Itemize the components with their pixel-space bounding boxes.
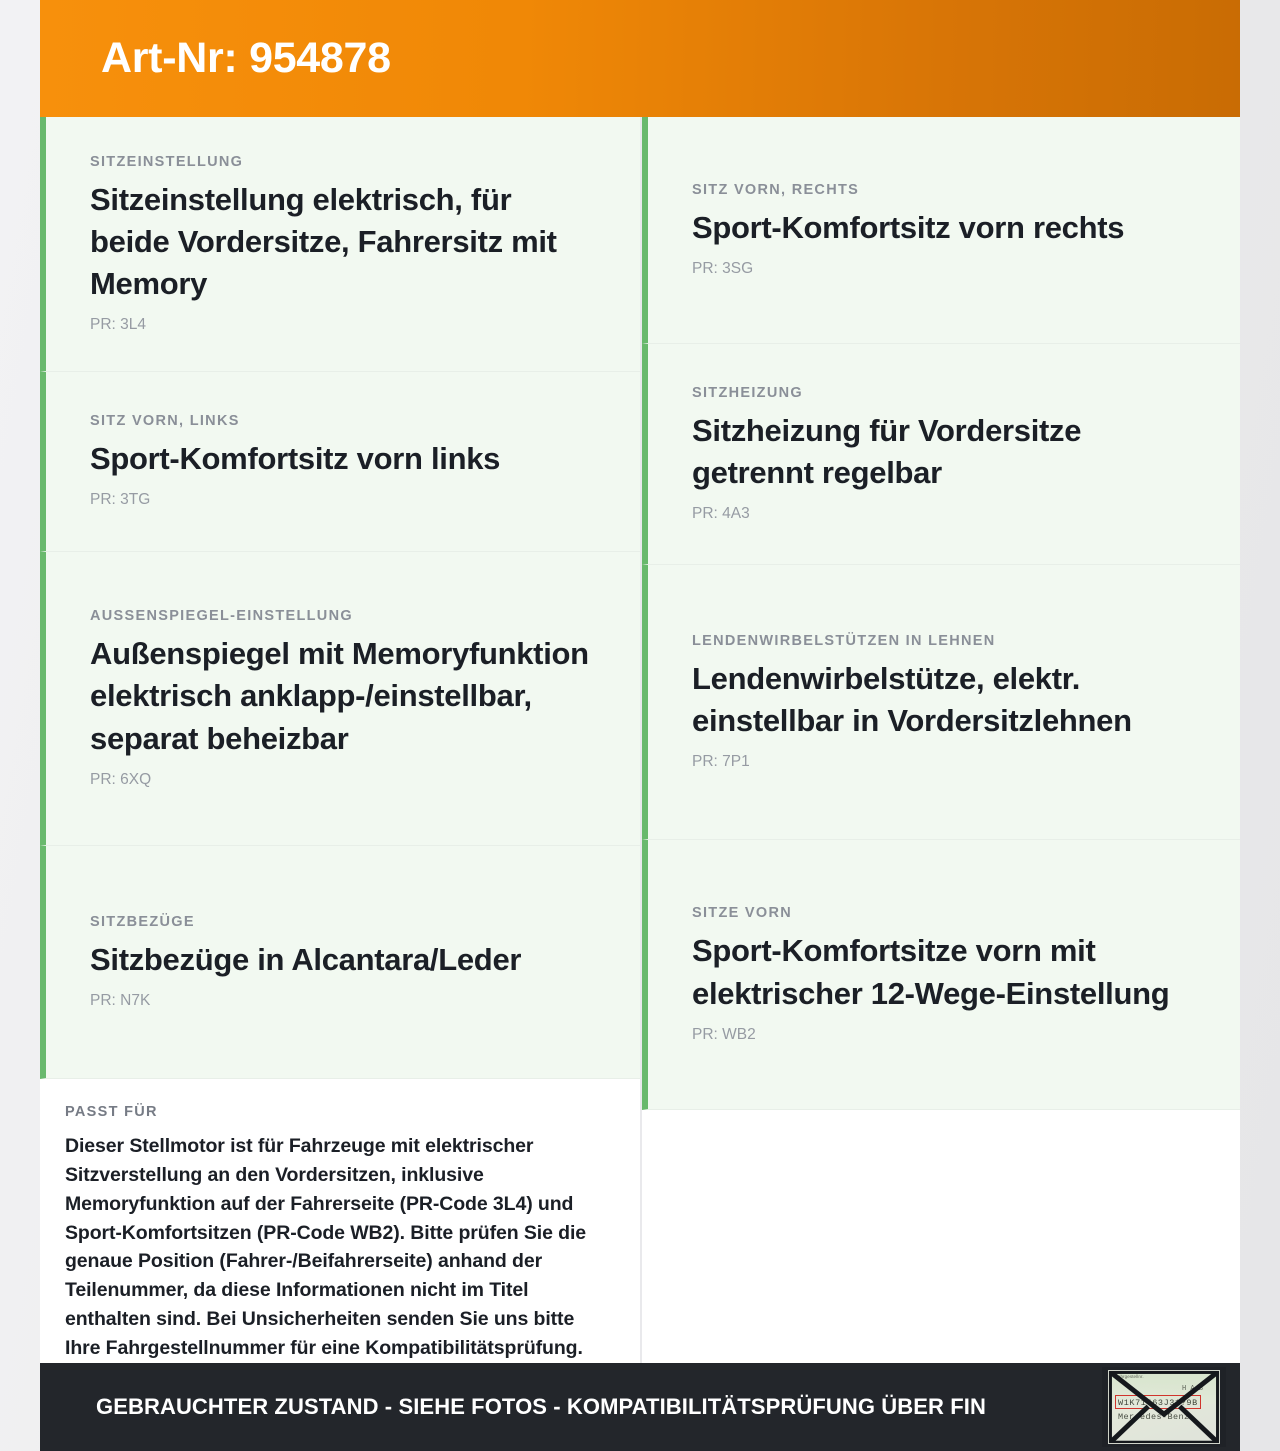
feature-card-title: Sport-Komfortsitz vorn links (90, 441, 501, 476)
content-sheet (40, 0, 1240, 1451)
header-banner (40, 0, 1240, 117)
feature-card[interactable] (40, 117, 640, 372)
feature-card-title: Sport-Komfortsitz vorn rechts (692, 209, 1125, 245)
feature-card[interactable] (40, 372, 640, 552)
feature-card[interactable] (642, 565, 1240, 840)
feature-card-label: SITZEINSTELLUNG (90, 153, 244, 170)
fits-for-text: Dieser Stellmotor ist für Fahrzeuge mit elektrischer Sitzverstellung an den Vordersitzen, inklusive Memoryfunktion auf der Fahrerseite (PR-Code 3L4) und Sport-Komfortsitzen (PR-Code WB2). Bitte prüfen Sie die genaue Position (Fahrer-/Beifahrerseite) anhand der Teilenummer, da diese Informationen nicht im Titel enthalten sind. Bei Unsicherheiten senden Sie uns bitte Ihre Fahrgestellnummer für eine Kompatibilitätsprüfung. (65, 1135, 587, 1360)
right-column (640, 117, 1240, 1363)
page-title: Art-Nr: 954878 (101, 34, 391, 82)
feature-card-title: Sitzbezüge in Alcantara/Leder (90, 942, 522, 978)
vehicle-registration-image (1108, 1370, 1220, 1444)
feature-card[interactable] (40, 552, 640, 847)
vehicle-brand: Mercedes-Benz (1118, 1412, 1190, 1422)
badge-caption: Fahrgestellnr. (1115, 1374, 1144, 1379)
badge-small-text: H A/B (1181, 1385, 1203, 1393)
feature-card[interactable] (40, 846, 640, 1079)
feature-card-label: SITZHEIZUNG (692, 384, 803, 401)
feature-card-pr-code: PR: 6XQ (90, 770, 152, 788)
feature-card[interactable] (642, 344, 1240, 565)
feature-card[interactable] (642, 117, 1240, 344)
fits-for-section (40, 1079, 640, 1363)
feature-card-pr-code: PR: 7P1 (692, 753, 750, 771)
footer-condition-text: GEBRAUCHTER ZUSTAND - SIEHE FOTOS - KOMPATIBILITÄTSPRÜFUNG ÜBER FIN (96, 1394, 986, 1419)
feature-card-title: Lendenwirbelstütze, elektr. einstellbar in Vordersitzlehnen (692, 660, 1132, 738)
right-column-filler (642, 1110, 1240, 1363)
fits-for-label: PASST FÜR (65, 1104, 158, 1121)
feature-columns (40, 117, 1240, 1363)
feature-card[interactable] (642, 840, 1240, 1110)
feature-card-label: SITZ VORN, LINKS (90, 413, 240, 429)
left-column (40, 117, 640, 1363)
feature-card-label: SITZ VORN, RECHTS (692, 181, 860, 198)
feature-card-pr-code: PR: 4A3 (692, 505, 750, 523)
feature-card-pr-code: PR: WB2 (692, 1025, 756, 1043)
feature-card-title: Sport-Komfortsitze vorn mit elektrischer 12-Wege-Einstellung (692, 933, 1170, 1011)
feature-card-pr-code: PR: 3TG (90, 491, 151, 509)
feature-card-label: SITZE VORN (692, 905, 793, 922)
feature-card-pr-code: PR: 3L4 (90, 316, 147, 334)
fin-contact-badge[interactable] (1102, 1367, 1226, 1447)
vin-code: W1K71463J31?9B (1118, 1398, 1198, 1408)
footer-bar (40, 1363, 1240, 1451)
feature-card-pr-code: PR: N7K (90, 992, 151, 1010)
feature-card-title: Außenspiegel mit Memoryfunktion elektrisch anklapp-/einstellbar, separat beheizbar (90, 636, 589, 756)
feature-card-label: SITZBEZÜGE (90, 914, 195, 931)
feature-card-title: Sitzeinstellung elektrisch, für beide Vordersitze, Fahrersitz mit Memory (90, 181, 557, 301)
feature-card-label: LENDENWIRBELSTÜTZEN IN LEHNEN (692, 632, 996, 649)
feature-card-label: AUSSENSPIEGEL-EINSTELLUNG (90, 608, 353, 625)
feature-card-title: Sitzheizung für Vordersitze getrennt regelbar (692, 412, 1082, 490)
feature-card-pr-code: PR: 3SG (692, 260, 754, 278)
